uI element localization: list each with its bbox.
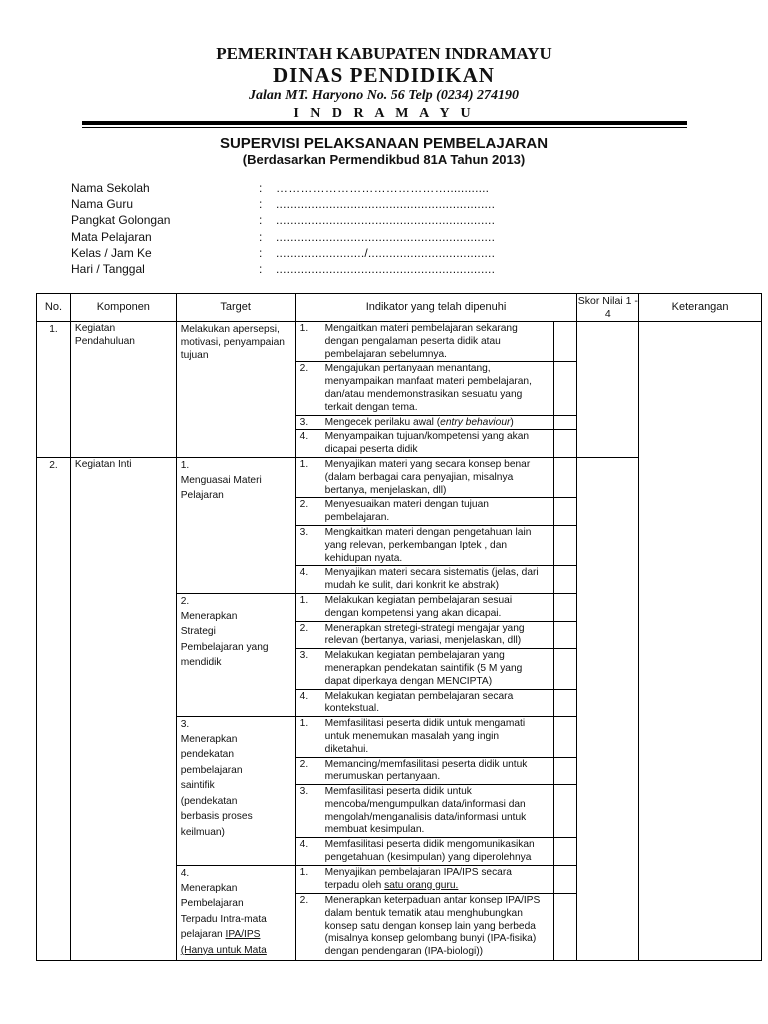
header-target: Target	[176, 294, 295, 322]
indicator-text: Menyampaikan tujuan/kompetensi yang akan dicapai peserta didik	[324, 431, 530, 456]
indicator-spacer	[553, 757, 577, 785]
target-number: 3.	[180, 719, 190, 731]
target-text: Menerapkan Strategi Pembelajaran yang mendidik	[180, 610, 269, 669]
row-component: Kegiatan Inti	[70, 457, 176, 960]
score-cell[interactable]	[577, 322, 639, 458]
indicator-number: 1.	[299, 866, 309, 878]
title-sub: (Berdasarkan Permendikbud 81A Tahun 2013)	[242, 152, 526, 167]
field-rank	[71, 212, 496, 228]
letterhead-office: DINAS PENDIDIKAN	[273, 63, 495, 87]
field-label: Nama Guru	[71, 197, 134, 212]
letterhead-rule-thin	[82, 127, 687, 128]
indicator-spacer	[553, 785, 577, 838]
indicator-text: Melakukan kegiatan pembelajaran secara kontekstual.	[324, 690, 514, 715]
indicator-text: Mengajukan pertanyaan menantang, menyampaikan manfaat materi pembelajaran, dan/atau mendemonstrasikan sesuatu yang terkait dengan tema.	[324, 363, 532, 413]
header-keterangan: Keterangan	[639, 294, 762, 322]
indicator-spacer	[553, 457, 577, 497]
field-colon: :	[259, 229, 263, 244]
target-cell	[176, 865, 295, 960]
field-colon: :	[259, 245, 263, 260]
indicator-number: 4.	[299, 567, 309, 579]
field-label: Hari / Tanggal	[71, 261, 145, 276]
identity-form	[71, 180, 496, 277]
indicator-cell	[295, 757, 553, 785]
indicator-text: Melakukan kegiatan pembelajaran sesuai dengan kompetensi yang akan dicapai.	[324, 594, 513, 619]
target-number: 4.	[180, 867, 190, 879]
header-komponen: Komponen	[70, 294, 176, 322]
indicator-spacer	[553, 689, 577, 717]
indicator-spacer	[553, 525, 577, 565]
field-subject	[71, 229, 496, 245]
indicator-spacer	[553, 322, 577, 362]
indicator-cell	[295, 362, 553, 415]
document-title	[0, 136, 768, 168]
field-blank[interactable]: ..............................................................	[276, 213, 496, 228]
indicator-cell	[295, 893, 553, 960]
row-number: 2.	[37, 457, 71, 960]
indicator-number: 2.	[299, 758, 309, 770]
indicator-text-underlined: satu orang guru.	[384, 879, 459, 891]
indicator-number: 3.	[299, 786, 309, 798]
indicator-cell	[295, 621, 553, 649]
field-blank[interactable]: ..............................................................	[276, 261, 496, 276]
field-label: Mata Pelajaran	[71, 229, 152, 244]
title-main: SUPERVISI PELAKSANAAN PEMBELAJARAN	[219, 135, 549, 152]
indicator-spacer	[553, 838, 577, 866]
indicator-spacer	[553, 621, 577, 649]
target-cell	[176, 717, 295, 866]
indicator-spacer	[553, 649, 577, 689]
header-no: No.	[37, 294, 71, 322]
field-blank[interactable]: ……………………………………............	[276, 181, 490, 195]
letterhead-city: I N D R A M A Y U	[293, 106, 475, 121]
field-blank[interactable]: ........................./....................................	[276, 245, 496, 260]
field-label: Kelas / Jam Ke	[71, 245, 152, 260]
target-text-block	[181, 881, 273, 959]
header-skor: Skor Nilai 1 - 4	[577, 294, 638, 320]
indicator-number: 4.	[299, 690, 309, 702]
indicator-text: Menerapkan stretegi-strategi mengajar yang relevan (bertanya, variasi, menjelaskan, dll)	[324, 622, 525, 647]
indicator-text: Menyajikan pembelajaran IPA/IPS secara terpadu oleh	[324, 866, 512, 891]
field-label: Nama Sekolah	[71, 181, 150, 195]
supervision-table	[36, 293, 762, 961]
row-component: Kegiatan Pendahuluan	[70, 322, 176, 458]
score-cell[interactable]	[577, 457, 639, 960]
indicator-number: 3.	[299, 526, 309, 538]
indicator-spacer	[553, 415, 577, 430]
target-text-underlined: IPA/IPS (Hanya untuk Mata	[180, 929, 267, 956]
indicator-spacer	[553, 498, 577, 526]
field-school	[71, 180, 491, 196]
letterhead-rule-thick	[82, 121, 687, 125]
indicator-number: 2.	[299, 499, 309, 511]
indicator-cell	[295, 593, 553, 621]
indicator-number: 4.	[299, 431, 309, 443]
field-colon: :	[259, 181, 263, 195]
indicator-number: 1.	[299, 458, 309, 470]
target-number: 1.	[180, 459, 190, 471]
indicator-cell	[295, 430, 553, 458]
indicator-cell	[295, 415, 553, 430]
indicator-text: Melakukan kegiatan pembelajaran yang menerapkan pendekatan saintifik (5 M yang dapat diperkaya dengan MENCIPTA)	[324, 650, 523, 687]
target-text: Menguasai Materi Pelajaran	[180, 474, 262, 502]
field-label: Pangkat Golongan	[71, 213, 171, 228]
table-header-row	[37, 294, 762, 322]
row-number: 1.	[37, 322, 71, 458]
notes-cell[interactable]	[639, 322, 762, 961]
target-cell	[176, 457, 295, 593]
indicator-number: 2.	[299, 363, 309, 375]
indicator-spacer	[553, 362, 577, 415]
indicator-number: 1.	[299, 594, 309, 606]
letterhead-government: PEMERINTAH KABUPATEN INDRAMAYU	[216, 44, 552, 63]
indicator-spacer	[553, 593, 577, 621]
field-class-hour	[71, 245, 496, 261]
target-text: Menerapkan Pembelajaran Terpadu Intra-mata pelajaran	[180, 882, 267, 941]
indicator-cell	[295, 457, 553, 497]
indicator-number: 3.	[299, 650, 309, 662]
indicator-number: 3.	[299, 416, 309, 428]
field-date	[71, 261, 496, 277]
indicator-text: Mengkaitkan materi dengan pengetahuan lain yang relevan, perkembangan Iptek , dan kehidupan nyata.	[324, 526, 532, 564]
indicator-number: 1.	[299, 718, 309, 730]
header-indikator: Indikator yang telah dipenuhi	[295, 294, 577, 322]
indicator-number: 2.	[299, 894, 309, 906]
indicator-cell	[295, 525, 553, 565]
indicator-spacer	[553, 893, 577, 960]
target-text: Melakukan apersepsi, motivasi, penyampaian tujuan	[180, 324, 285, 361]
indicator-text-part: Mengecek perilaku awal (	[324, 416, 441, 428]
indicator-cell	[295, 689, 553, 717]
indicator-text: Memfasilitasi peserta didik mengomunikasikan pengetahuan (kesimpulan) yang diperolehnya	[324, 839, 535, 864]
indicator-cell	[295, 322, 553, 362]
indicator-text: Memfasilitasi peserta didik untuk mengamati untuk menemukan masalah yang ingin diketahui.	[324, 718, 526, 755]
indicator-text: Memfasilitasi peserta didik untuk mencoba/mengumpulkan data/informasi dan mengolah/menganalisis data/informasi untuk membuat kesimpulan.	[324, 786, 527, 836]
indicator-spacer	[553, 566, 577, 594]
field-colon: :	[259, 197, 263, 212]
indicator-text: Menyajikan materi secara sistematis (jelas, dari mudah ke sulit, dari konkrit ke abstrak)	[324, 567, 539, 592]
field-colon: :	[259, 261, 263, 276]
table-row	[37, 322, 762, 362]
indicator-text: Mengaitkan materi pembelajaran sekarang dengan pengalaman peserta didik atau pembelajaran sebelumnya.	[324, 323, 518, 360]
field-blank[interactable]: ..............................................................	[276, 197, 496, 212]
target-cell	[176, 593, 295, 716]
target-cell	[176, 322, 295, 458]
indicator-cell	[295, 649, 553, 689]
indicator-text: Menerapkan keterpaduan antar konsep IPA/IPS dalam bentuk tematik atau menghubungkan konsep satu dengan konsep lain yang berbeda (misalnya konsep gelombang bunyi (IPA-fisika) dengan pendengaran (IPA-biologi))	[324, 894, 541, 958]
letterhead	[0, 44, 768, 123]
indicator-text: Menyesuaikan materi dengan tujuan pembelajaran.	[324, 499, 489, 524]
field-teacher	[71, 196, 496, 212]
field-blank[interactable]: ..............................................................	[276, 229, 496, 244]
indicator-cell	[295, 566, 553, 594]
field-colon: :	[259, 213, 263, 228]
indicator-text-end: )	[510, 416, 514, 428]
indicator-spacer	[553, 717, 577, 757]
indicator-number: 1.	[299, 323, 309, 334]
indicator-cell	[295, 785, 553, 838]
indicator-text	[325, 417, 545, 430]
indicator-cell	[295, 838, 553, 866]
indicator-number: 4.	[299, 839, 309, 851]
indicator-cell	[295, 865, 553, 893]
indicator-number: 2.	[299, 622, 309, 634]
indicator-text: Menyajikan materi yang secara konsep benar (dalam berbagai cara penyajian, misalnya bertanya, menjelaskan, dll)	[324, 458, 531, 496]
indicator-text: Memancing/memfasilitasi peserta didik untuk merumuskan pertanyaan.	[324, 758, 528, 783]
target-text: Menerapkan pendekatan pembelajaran saintifik (pendekatan berbasis proses keilmuan)	[180, 733, 253, 838]
indicator-spacer	[553, 430, 577, 458]
indicator-cell	[295, 717, 553, 757]
indicator-text-italic: entry behaviour	[440, 416, 511, 428]
letterhead-address: Jalan MT. Haryono No. 56 Telp (0234) 274190	[248, 88, 520, 103]
indicator-cell	[295, 498, 553, 526]
indicator-text-block	[325, 867, 545, 893]
target-number: 2.	[180, 595, 190, 607]
indicator-spacer	[553, 865, 577, 893]
